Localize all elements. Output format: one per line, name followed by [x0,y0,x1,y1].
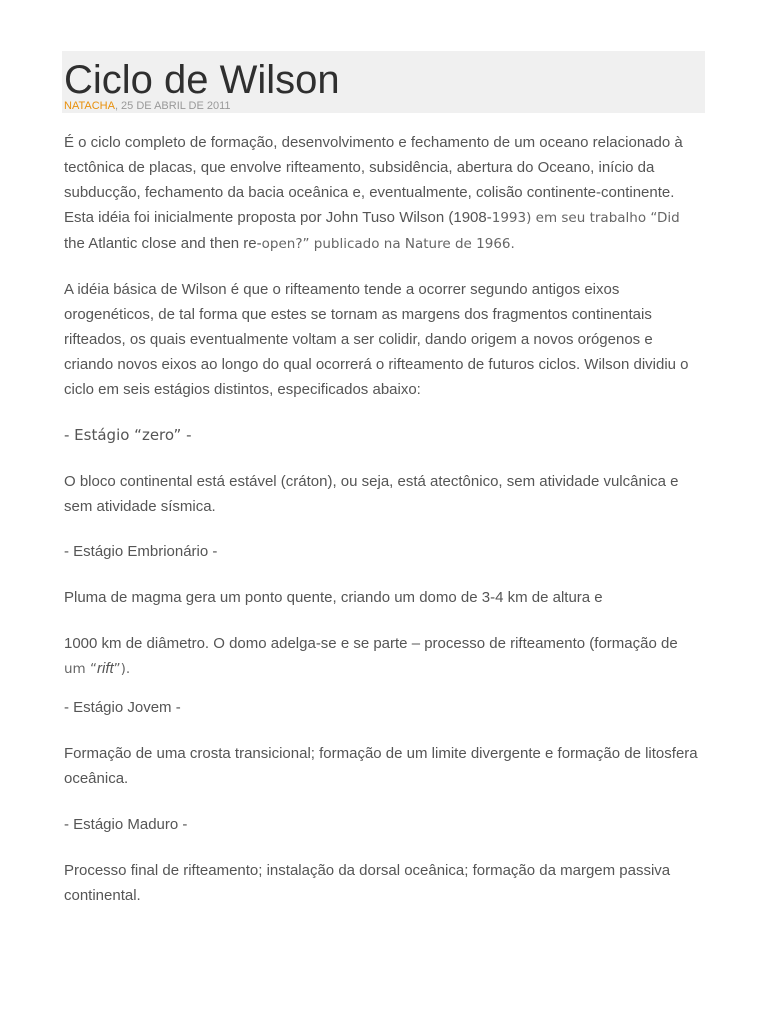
stage-mature-heading: - Estágio Maduro - [64,816,188,833]
stage-young-text: Formação de uma crosta transicional; formação de um limite divergente e formação de litosfera oceânica. [64,745,698,787]
intro-text: É o ciclo completo de formação, desenvolvimento e fechamento de um oceano relacionado à tectônica de placas, que envolve rifteamento, subsidência, abertura do Oceano, início da subducção, fechamento da bacia oceânica e, eventualmente, colisão continente-continente. Esta idéia foi inicialmente proposta por John Tuso Wilson (1908- [64,134,683,226]
intro-paragraph [64,130,706,257]
author-link[interactable]: NATACHA [64,100,115,112]
stage-embryonic-rift-open: um “ [64,661,97,677]
stage-embryonic-rift-term: rift [97,660,114,677]
post-date: , 25 DE ABRIL DE 2011 [114,100,231,112]
intro-text-citation: 1993) em seu trabalho “Did [491,210,680,226]
wilson-idea-paragraph: A idéia básica de Wilson é que o rifteamento tende a ocorrer segundo antigos eixos orogenéticos, de tal forma que estes se tornam as margens dos fragmentos continentais rifteados, os quais eventualmente voltam a ser colidir, dando origem a novos orógenos e criando novos eixos ao longo do qual ocorrerá o rifteamento de futuros ciclos. Wilson dividiu o ciclo em seis estágios distintos, especificados abaixo: [64,281,689,398]
stage-embryonic-text-2 [64,631,706,682]
stage-zero-heading: - Estágio “zero” - [64,426,192,444]
intro-text-title: the Atlantic close and then re- [64,235,262,252]
article-body [64,130,706,908]
stage-embryonic-text-2-line: 1000 km de diâmetro. O domo adelga-se e se parte – processo de rifteamento (formação de [64,635,678,652]
stage-embryonic-heading: - Estágio Embrionário - [64,543,218,560]
stage-embryonic-rift-close: ”). [113,661,131,677]
stage-zero-text: O bloco continental está estável (cráton), ou seja, está atectônico, sem atividade vulcânica e sem atividade sísmica. [64,473,679,515]
stage-mature-text: Processo final de rifteamento; instalação da dorsal oceânica; formação da margem passiva continental. [64,862,671,904]
page-title: Ciclo de Wilson [64,58,340,102]
intro-text-source: open?” publicado na Nature de 1966. [261,236,515,252]
stage-young-heading: - Estágio Jovem - [64,699,181,716]
stage-embryonic-text-1: Pluma de magma gera um ponto quente, criando um domo de 3-4 km de altura e [64,589,603,606]
byline [64,100,231,113]
